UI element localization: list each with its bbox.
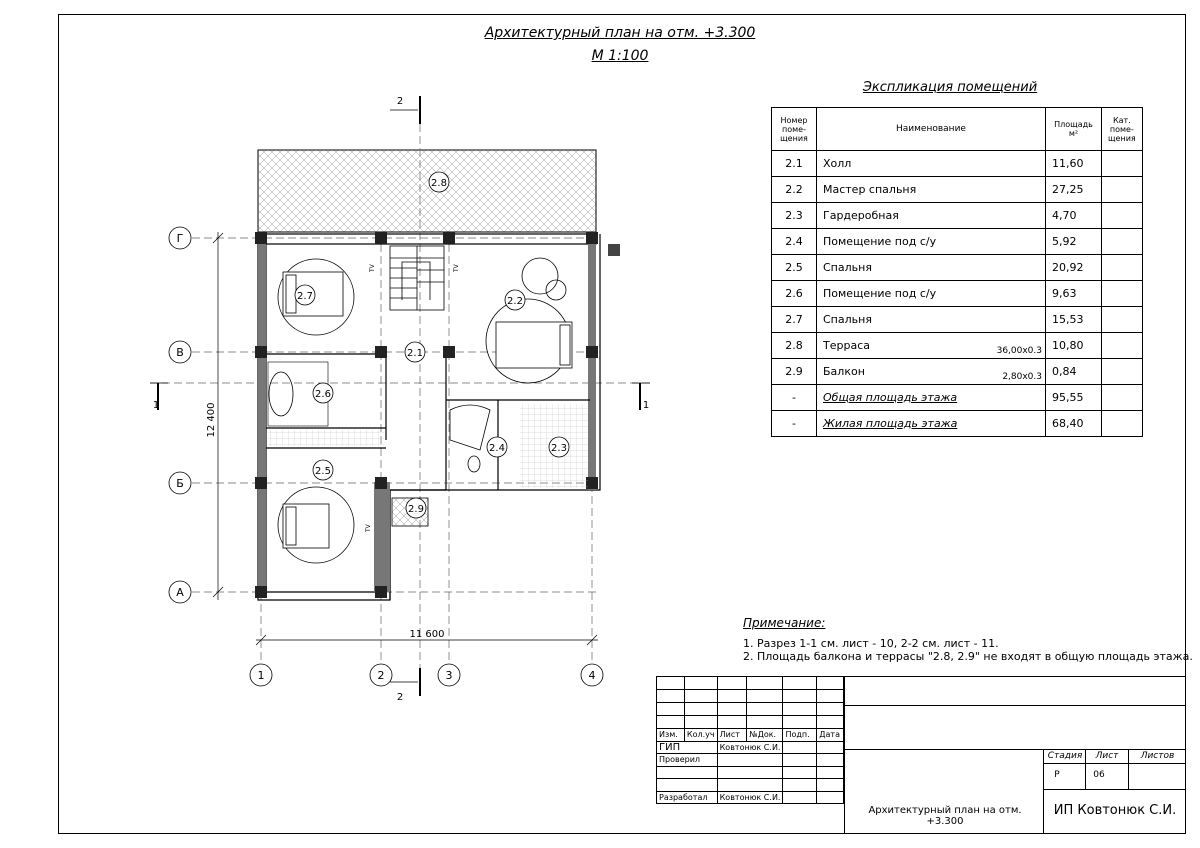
axis-label-4: 4 [588, 669, 596, 682]
explication-title: Экспликация помещений [862, 80, 1038, 95]
axis-label-a: А [176, 586, 184, 599]
dimension-vertical: 12 400 [206, 402, 217, 438]
stamp-person: Ковтонюк С.И. [717, 791, 783, 804]
stamp-role [657, 766, 718, 779]
stamp-role: Проверил [657, 754, 718, 767]
room-name [817, 359, 1046, 385]
stamp-col-data: Дата [817, 729, 844, 742]
room-area: 10,80 [1046, 333, 1102, 359]
room-label-2-3: 2.3 [551, 443, 567, 454]
room-area: 15,53 [1046, 307, 1102, 333]
stamp-col-koluch: Кол.уч [684, 729, 717, 742]
totals-row [772, 385, 1143, 411]
total-area: 95,55 [1046, 385, 1102, 411]
total-name: Общая площадь этажа [817, 385, 1046, 411]
note-title: Примечание: [743, 616, 826, 630]
stamp-sheet-title: Архитектурный план на отм. +3.300 [868, 805, 1022, 827]
note-line-2: 2. Площадь балкона и террасы "2.8, 2.9" не входят в общую площадь этажа. [743, 650, 1193, 663]
stamp-col-list: Лист [717, 729, 747, 742]
header-category: Кат. поме- щения [1102, 108, 1143, 151]
totals-row [772, 411, 1143, 437]
total-number: - [772, 411, 817, 437]
stamp-stage-value: Р [1054, 770, 1060, 780]
axis-label-v: В [176, 346, 184, 359]
stamp-person [717, 779, 783, 792]
room-label-2-1: 2.1 [407, 348, 423, 359]
stamp-sheet-value: 06 [1093, 770, 1105, 780]
room-name: Спальня [817, 255, 1046, 281]
stamp-col-izm: Изм. [657, 729, 685, 742]
axis-label-b: Б [176, 477, 184, 490]
room-area: 9,63 [1046, 281, 1102, 307]
room-category [1102, 333, 1143, 359]
room-number: 2.2 [772, 177, 817, 203]
room-number: 2.3 [772, 203, 817, 229]
room-category [1102, 151, 1143, 177]
staircase [390, 246, 444, 310]
tv-mark: TV [365, 524, 372, 532]
room-area: 0,84 [1046, 359, 1102, 385]
room-name: Гардеробная [817, 203, 1046, 229]
section-mark-1-right: 1 [642, 400, 650, 411]
room-category [1102, 203, 1143, 229]
room-name-text: Балкон [823, 365, 865, 378]
dimension-horizontal: 11 600 [409, 629, 445, 640]
note-block [743, 616, 1193, 663]
axis-label-1: 1 [257, 669, 265, 682]
room-area: 11,60 [1046, 151, 1102, 177]
stamp-company: ИП Ковтонюк С.И. [1053, 803, 1177, 818]
table-row [772, 255, 1143, 281]
header-area: Площадь м² [1046, 108, 1102, 151]
stamp-stage-header: Стадия [1047, 751, 1083, 761]
stamp-col-ndok: №Док. [747, 729, 783, 742]
room-number: 2.7 [772, 307, 817, 333]
room-number: 2.8 [772, 333, 817, 359]
stamp-person: Ковтонюк С.И. [717, 741, 783, 754]
room-category [1102, 359, 1143, 385]
table-row [772, 333, 1143, 359]
explication-table [771, 107, 1143, 437]
table-row [772, 281, 1143, 307]
stamp-person [717, 766, 783, 779]
table-row [772, 203, 1143, 229]
stamp-person [717, 754, 783, 767]
room-area: 27,25 [1046, 177, 1102, 203]
total-number: - [772, 385, 817, 411]
room-number: 2.4 [772, 229, 817, 255]
room-label-2-6: 2.6 [315, 389, 331, 400]
stamp-role: Разработал [657, 791, 718, 804]
stamp-role [657, 779, 718, 792]
room-label-2-9: 2.9 [408, 504, 424, 515]
room-category [1102, 307, 1143, 333]
stamp-sheet-header: Лист [1095, 751, 1119, 761]
total-name: Жилая площадь этажа [817, 411, 1046, 437]
stamp-main [844, 676, 1186, 834]
room-number: 2.9 [772, 359, 817, 385]
room-name: Помещение под с/у [817, 281, 1046, 307]
stamp-col-podp: Подп. [783, 729, 817, 742]
room-name: Холл [817, 151, 1046, 177]
drawing-title: Архитектурный план на отм. +3.300 [484, 25, 756, 41]
table-row [772, 229, 1143, 255]
room-area-formula: 2,80x0.3 [1002, 372, 1042, 382]
room-label-2-2: 2.2 [507, 296, 523, 307]
room-name [817, 333, 1046, 359]
stamp-sheets-header: Листов [1140, 751, 1175, 761]
table-row [772, 177, 1143, 203]
room-area: 5,92 [1046, 229, 1102, 255]
table-row [772, 151, 1143, 177]
total-category [1102, 411, 1143, 437]
drawing-scale: М 1:100 [591, 48, 649, 64]
room-category [1102, 255, 1143, 281]
note-line-1: 1. Разрез 1-1 см. лист - 10, 2-2 см. лист - 11. [743, 637, 999, 650]
room-area-formula: 36,00x0.3 [996, 346, 1042, 356]
header-number: Номер поме- щения [772, 108, 817, 151]
total-category [1102, 385, 1143, 411]
table-row [772, 307, 1143, 333]
room-number: 2.5 [772, 255, 817, 281]
terrace-hatch [258, 150, 596, 232]
section-mark-2-top: 2 [396, 96, 404, 107]
axis-label-2: 2 [377, 669, 385, 682]
explication-header-row [772, 108, 1143, 151]
table-row [772, 359, 1143, 385]
stamp-header-row [657, 729, 844, 742]
section-mark-1-left: 1 [152, 400, 160, 411]
header-name: Наименование [817, 108, 1046, 151]
axis-label-3: 3 [445, 669, 453, 682]
room-category [1102, 281, 1143, 307]
room-label-2-4: 2.4 [489, 443, 505, 454]
room-area: 20,92 [1046, 255, 1102, 281]
room-label-2-8: 2.8 [431, 178, 447, 189]
stamp-role: ГИП [657, 741, 718, 754]
room-number: 2.1 [772, 151, 817, 177]
room-name: Мастер спальня [817, 177, 1046, 203]
tv-mark: TV [369, 264, 376, 272]
room-category [1102, 229, 1143, 255]
total-area: 68,40 [1046, 411, 1102, 437]
tv-mark: TV [453, 264, 460, 272]
room-name-text: Терраса [823, 339, 870, 352]
chimney-icon [608, 244, 620, 256]
room-name: Спальня [817, 307, 1046, 333]
stamp-revision-table [656, 676, 844, 804]
room-area: 4,70 [1046, 203, 1102, 229]
section-mark-2-bottom: 2 [396, 692, 404, 703]
room-label-2-7: 2.7 [297, 291, 313, 302]
axis-label-g: Г [176, 232, 184, 245]
room-category [1102, 177, 1143, 203]
room-label-2-5: 2.5 [315, 466, 331, 477]
floor-plan [140, 88, 660, 710]
room-name: Помещение под с/у [817, 229, 1046, 255]
room-number: 2.6 [772, 281, 817, 307]
